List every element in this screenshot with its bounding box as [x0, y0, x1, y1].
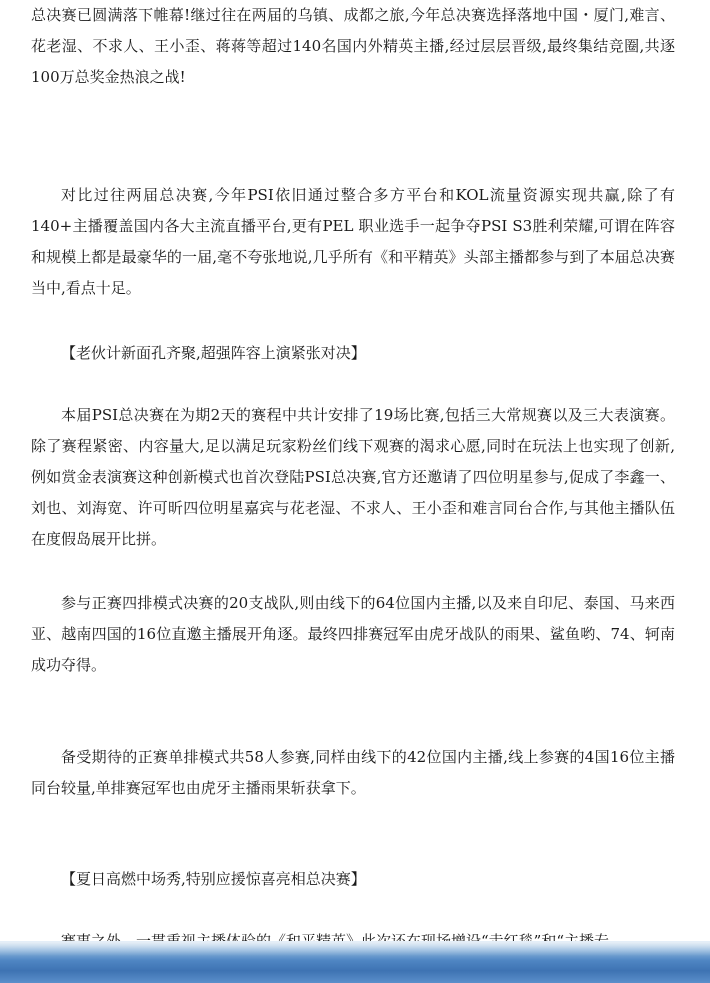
section-heading-lineup: 【老伙计新面孔齐聚,超强阵容上演紧张对决】	[61, 344, 366, 362]
paragraph-solo-final: 备受期待的正赛单排模式共58人参赛,同样由线下的42位国内主播,线上参赛的4国16位主播同台较量,单排赛冠军也由虎牙主播雨果斩获拿下。	[31, 748, 675, 797]
paragraph-comparison: 对比过往两届总决赛,今年PSI依旧通过整合多方平台和KOL流量资源实现共赢,除了有140+主播覆盖国内各大主流直播平台,更有PEL 职业选手一起争夺PSI S3胜利荣耀,可谓在阵容和规模上都是最豪华的一届,毫不夸张地说,几乎所有《和平精英》头部主播都参与到了本届总决赛当中,看点十足。	[31, 186, 675, 297]
taskbar-glow	[0, 942, 710, 956]
paragraph-intro: 总决赛已圆满落下帷幕!继过往在两届的乌镇、成都之旅,今年总决赛选择落地中国・厦门,难言、花老湿、不求人、王小歪、蒋蒋等超过140名国内外精英主播,经过层层晋级,最终集结竞圈,共逐100万总奖金热浪之战!	[31, 6, 675, 86]
paragraph-squad-final: 参与正赛四排模式决赛的20支战队,则由线下的64位国内主播,以及来自印尼、泰国、马来西亚、越南四国的16位直邀主播展开角逐。最终四排赛冠军由虎牙战队的雨果、鲨鱼哟、74、轲南成功夺得。	[31, 594, 675, 674]
taskbar	[0, 941, 710, 983]
paragraph-schedule: 本届PSI总决赛在为期2天的赛程中共计安排了19场比赛,包括三大常规赛以及三大表演赛。除了赛程紧密、内容量大,足以满足玩家粉丝们线下观赛的渴求心愿,同时在玩法上也实现了创新,例如赏金表演赛这种创新模式也首次登陆PSI总决赛,官方还邀请了四位明星参与,促成了李鑫一、刘也、刘海宽、许可昕四位明星嘉宾与花老湿、不求人、王小歪和难言同台合作,与其他主播队伍在度假岛展开比拼。	[31, 406, 675, 548]
section-heading-halftime: 【夏日高燃中场秀,特别应援惊喜亮相总决赛】	[61, 870, 366, 888]
